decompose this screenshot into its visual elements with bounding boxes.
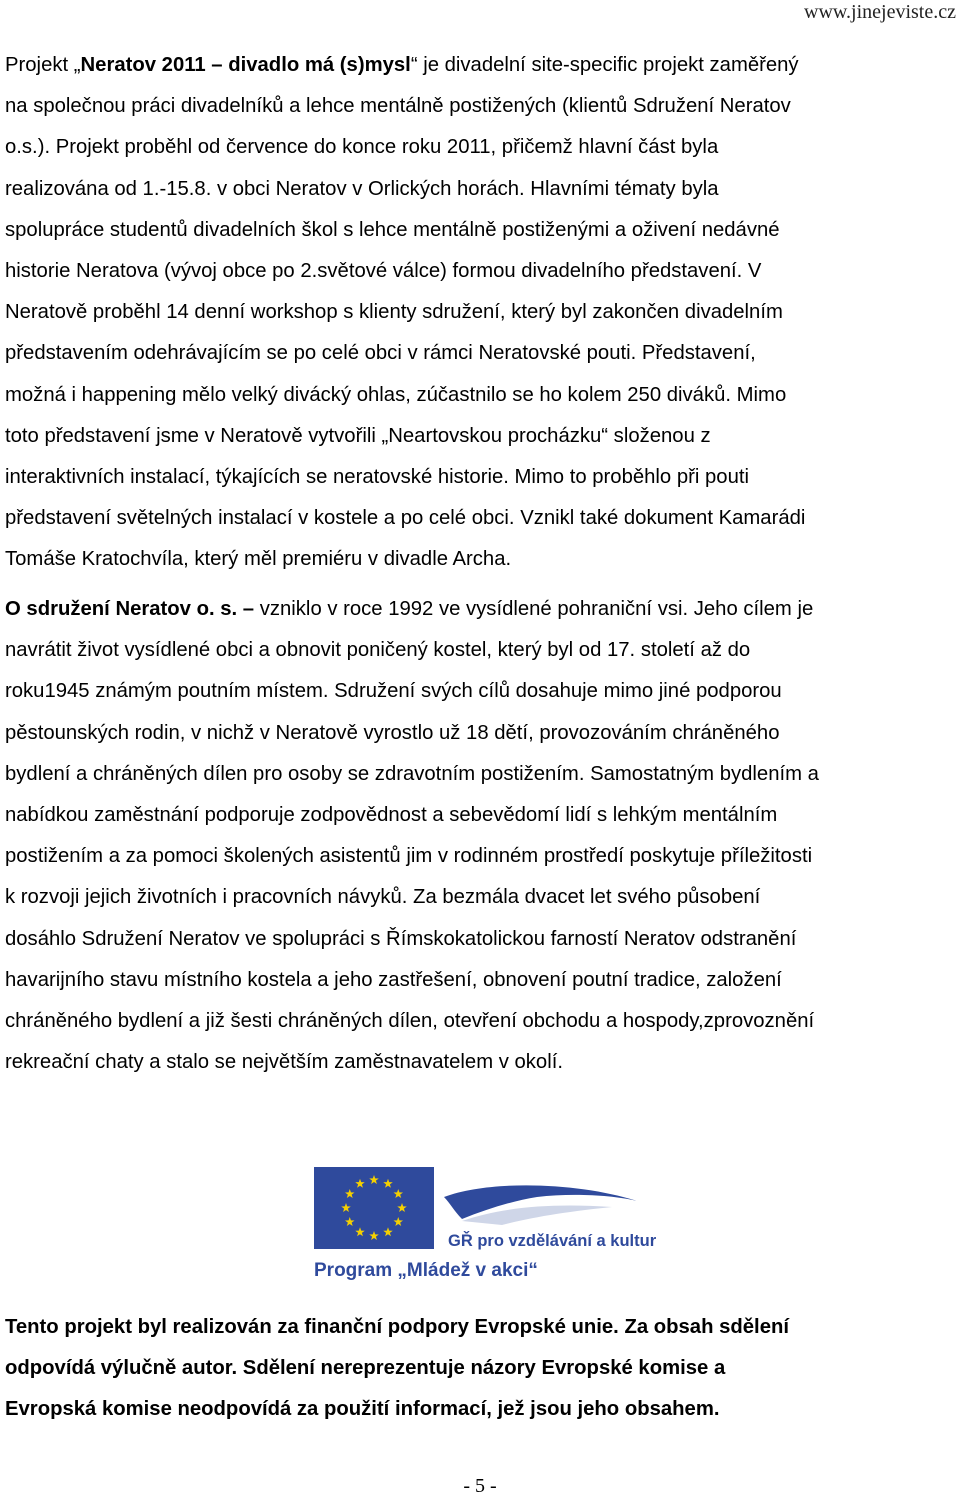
text-line: Tento projekt byl realizován za finanční podpory Evropské unie. Za obsah sdělení bbox=[5, 1316, 789, 1338]
text-line: dosáhlo Sdružení Neratov ve spolupráci s Římskokatolickou farností Neratov odstranění bbox=[5, 927, 797, 950]
text-line: Neratově proběhl 14 denní workshop s klienty sdružení, který byl zakončen divadelním bbox=[5, 301, 783, 324]
text-line: představením odehrávajícím se po celé obci v rámci Neratovské pouti. Představení, bbox=[5, 342, 756, 365]
text-line: o.s.). Projekt proběhl od července do konce roku 2011, přičemž hlavní část byla bbox=[5, 136, 719, 159]
text-line: interaktivních instalací, týkajících se neratovské historie. Mimo to proběhlo při pouti bbox=[5, 465, 749, 488]
project-description-paragraph bbox=[5, 45, 960, 580]
text-line: navrátit život vysídlené obci a obnovit poničený kostel, který byl od 17. století až do bbox=[5, 639, 751, 662]
organization-heading: O sdružení Neratov o. s. – bbox=[5, 598, 255, 620]
text-run: Projekt „ bbox=[5, 54, 81, 76]
text-run: “ je divadelní site-specific projekt zaměřený bbox=[410, 54, 799, 76]
text-line: historie Neratova (vývoj obce po 2.světové válce) formou divadelního představení. V bbox=[5, 259, 762, 282]
text-line: postižením a za pomoci školených asistentů jim v rodinném prostředí poskytuje příležitosti bbox=[5, 845, 813, 868]
organization-label: GŘ pro vzdělávání a kulturu bbox=[448, 1232, 657, 1250]
text-line bbox=[5, 45, 960, 86]
page-number: - 5 - bbox=[463, 1475, 497, 1497]
site-url: www.jinejeviste.cz bbox=[804, 1, 956, 23]
text-line: možná i happening mělo velký divácký ohlas, zúčastnilo se ho kolem 250 diváků. Mimo bbox=[5, 383, 787, 406]
text-line: chráněného bydlení a již šesti chráněných dílen, otevření obchodu a hospody,zprovoznění bbox=[5, 1009, 815, 1032]
text-line: představení světelných instalací v kostele a po celé obci. Vznikl také dokument Kamarádi bbox=[5, 507, 806, 530]
organization-paragraph bbox=[5, 589, 960, 1083]
text-line: na společnou práci divadelníků a lehce mentálně postižených (klientů Sdružení Neratov bbox=[5, 95, 791, 118]
text-line: spolupráce studentů divadelních škol s lehce mentálně postiženými a oživení nedávné bbox=[5, 218, 780, 241]
text-line bbox=[5, 589, 960, 630]
text-line: toto představení jsme v Neratově vytvořili „Neartovskou procházku“ složenou z bbox=[5, 424, 711, 447]
text-line: realizována od 1.-15.8. v obci Neratov v Orlických horách. Hlavními tématy byla bbox=[5, 177, 719, 200]
project-title: Neratov 2011 – divadlo má (s)mysl bbox=[80, 54, 411, 76]
text-line: odpovídá výlučně autor. Sdělení nereprezentuje názory Evropské komise a bbox=[5, 1357, 726, 1380]
text-line: roku1945 známým poutním místem. Sdružení svých cílů dosahuje mimo jiné podporou bbox=[5, 680, 782, 703]
text-line: rekreační chaty a stalo se největším zaměstnavatelem v okolí. bbox=[5, 1051, 563, 1074]
logo-graphic bbox=[312, 1163, 657, 1283]
eu-youth-in-action-logo bbox=[312, 1163, 657, 1283]
text-line: pěstounských rodin, v nichž v Neratově vyrostlo už 18 dětí, provozováním chráněného bbox=[5, 721, 780, 744]
text-line: Evropská komise neodpovídá za použití informací, jež jsou jeho obsahem. bbox=[5, 1398, 720, 1421]
text-line: Tomáše Kratochvíla, který měl premiéru v divadle Archa. bbox=[5, 548, 512, 571]
text-line: nabídkou zaměstnání podporuje zodpovědnost a sebevědomí lidí s lehkým mentálním bbox=[5, 803, 778, 826]
eu-disclaimer bbox=[5, 1307, 960, 1431]
text-line: bydlení a chráněných dílen pro osoby se zdravotním postižením. Samostatným bydlením a bbox=[5, 762, 819, 785]
text-line: k rozvoji jejich životních i pracovních návyků. Za bezmála dvacet let svého působení bbox=[5, 886, 761, 909]
program-label: Program „Mládež v akci“ bbox=[314, 1260, 538, 1281]
text-line: havarijního stavu místního kostela a jeho zastřešení, obnovení poutní tradice, založení bbox=[5, 968, 782, 991]
text-run: vzniklo v roce 1992 ve vysídlené pohraniční vsi. Jeho cílem je bbox=[254, 598, 814, 620]
